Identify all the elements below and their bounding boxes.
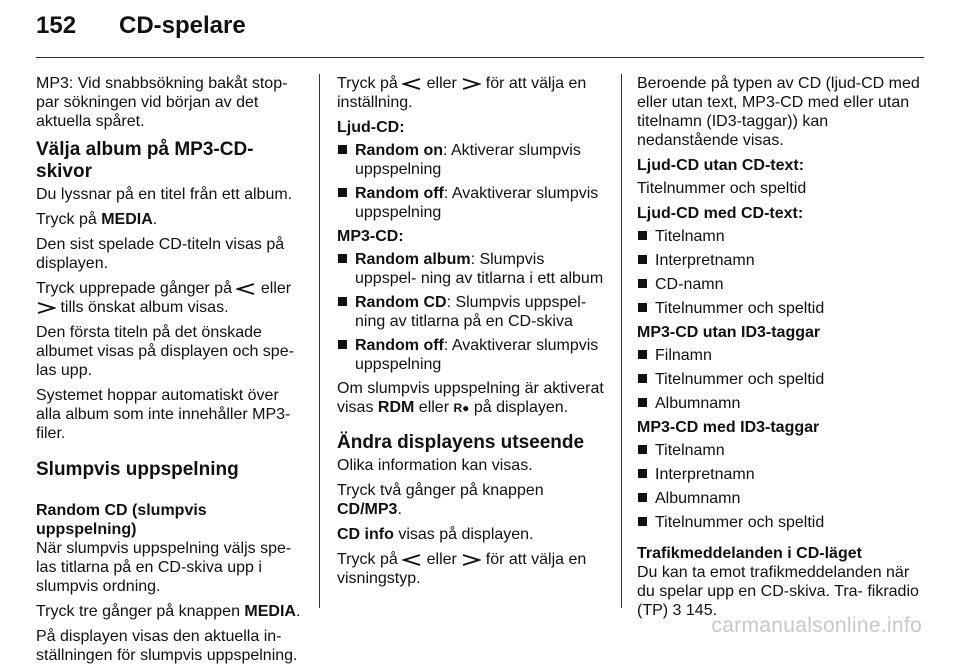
subheading-mp3-cd: MP3-CD:: [337, 228, 404, 245]
subheading: MP3-CD med ID3-taggar: [637, 419, 820, 436]
paragraph: Du kan ta emot trafikmeddelanden när du spelar upp en CD-skiva. Tra- fikradio (TP) 3 145.: [637, 564, 919, 619]
left-arrow-icon: [402, 78, 422, 90]
bullet-icon: [638, 231, 647, 240]
heading-display: Ändra displayens utseende: [337, 432, 585, 453]
bullet-icon: [638, 517, 647, 526]
page-ref-icon: 3: [672, 602, 682, 619]
bullet-icon: [638, 255, 647, 264]
chapter-title: CD-spelare: [119, 12, 246, 39]
paragraph: Tryck upprepade gånger på eller tills önskat album visas.: [36, 280, 292, 316]
page-header: [36, 12, 246, 52]
paragraph: Titelnummer och speltid: [637, 180, 807, 197]
subheading-audio-cd: Ljud-CD:: [337, 119, 405, 136]
list-item: Interpretnamn: [637, 251, 927, 270]
list-item: Random CD: Slumpvis uppspel- ning av titlarna på en CD-skiva: [337, 293, 607, 331]
paragraph: Om slumpvis uppspelning är aktiverat visas RDM eller R● på displayen.: [337, 380, 604, 416]
paragraph: Den sist spelade CD-titeln visas på displayen.: [36, 236, 285, 272]
bullet-icon: [638, 374, 647, 383]
heading-albums: Välja album på MP3-CD-skivor: [36, 139, 254, 182]
subheading-traffic: Trafikmeddelanden i CD-läget: [637, 545, 862, 562]
paragraph: Beroende på typen av CD (ljud-CD med eller utan text, MP3-CD med eller utan titelnamn (ID3-taggar)) kan nedanstående visas.: [637, 75, 920, 149]
column-1: [36, 74, 304, 671]
bullet-icon: [638, 279, 647, 288]
bullet-icon: [638, 350, 647, 359]
page-number: 152: [36, 12, 77, 39]
watermark: carmanualsonline.info: [711, 614, 922, 637]
bullet-icon: [338, 297, 347, 306]
paragraph: CD info visas på displayen.: [337, 526, 534, 543]
bullet-icon: [338, 188, 347, 197]
paragraph: Du lyssnar på en titel från ett album.: [36, 186, 293, 203]
paragraph: Tryck två gånger på knappen CD/MP3.: [337, 482, 544, 518]
paragraph: MP3: Vid snabbsökning bakåt stop- par sökningen vid början av det aktuella spåret.: [36, 75, 288, 130]
left-arrow-icon: [236, 283, 256, 295]
media-button-label: MEDIA: [101, 211, 153, 228]
paragraph: När slumpvis uppspelning väljs spe- las titlarna på en CD-skiva upp i slumpvis ordning.: [36, 540, 292, 595]
list-item: CD-namn: [637, 275, 927, 294]
right-arrow-icon: [36, 302, 56, 314]
column-divider: [621, 74, 622, 608]
list-item: Titelnummer och speltid: [637, 299, 927, 318]
column-divider: [319, 74, 320, 608]
bullet-icon: [638, 303, 647, 312]
list-item: Random album: Slumpvis uppspel- ning av titlarna i ett album: [337, 250, 607, 288]
subheading: Ljud-CD med CD-text:: [637, 205, 804, 222]
right-arrow-icon: [461, 554, 481, 566]
random-icon: R●: [453, 401, 470, 415]
paragraph: Olika information kan visas.: [337, 457, 533, 474]
right-arrow-icon: [461, 78, 481, 90]
header-rule: [36, 57, 924, 58]
list-item: Titelnamn: [637, 441, 927, 460]
list-item: Albumnamn: [637, 394, 927, 413]
list-item: Albumnamn: [637, 489, 927, 508]
bullet-icon: [338, 254, 347, 263]
list-item: Random off: Avaktiverar slumpvis uppspelning: [337, 184, 607, 222]
list-item: Random off: Avaktiverar slumpvis uppspelning: [337, 336, 607, 374]
column-2: [337, 74, 607, 594]
paragraph: Den första titeln på det önskade albumet visas på displayen och spe- las upp.: [36, 324, 294, 379]
heading-random: Slumpvis uppspelning: [36, 459, 239, 480]
subheading: MP3-CD utan ID3-taggar: [637, 324, 821, 341]
bullet-icon: [638, 493, 647, 502]
paragraph: Tryck på eller för att välja en visningstyp.: [337, 551, 587, 587]
bullet-icon: [638, 445, 647, 454]
bullet-icon: [338, 145, 347, 154]
bullet-icon: [638, 469, 647, 478]
list-item: Interpretnamn: [637, 465, 927, 484]
list-item: Filnamn: [637, 346, 927, 365]
list-item: Titelnummer och speltid: [637, 370, 927, 389]
paragraph: Systemet hoppar automatiskt över alla album som inte innehåller MP3- filer.: [36, 387, 291, 442]
bullet-icon: [338, 340, 347, 349]
list-item: Titelnummer och speltid: [637, 513, 927, 532]
paragraph: Tryck på MEDIA.: [36, 211, 158, 228]
paragraph: Tryck tre gånger på knappen MEDIA.: [36, 603, 301, 620]
subheading: Ljud-CD utan CD-text:: [637, 157, 805, 174]
paragraph: Tryck på eller för att välja en inställning.: [337, 75, 587, 111]
list-item: Random on: Aktiverar slumpvis uppspelning: [337, 141, 607, 179]
paragraph: På displayen visas den aktuella in- ställningen för slumpvis uppspelning.: [36, 628, 298, 664]
left-arrow-icon: [402, 554, 422, 566]
bullet-icon: [638, 398, 647, 407]
subheading-random-cd: Random CD (slumpvis uppspelning): [36, 502, 207, 538]
column-3: [637, 74, 927, 626]
list-item: Titelnamn: [637, 227, 927, 246]
